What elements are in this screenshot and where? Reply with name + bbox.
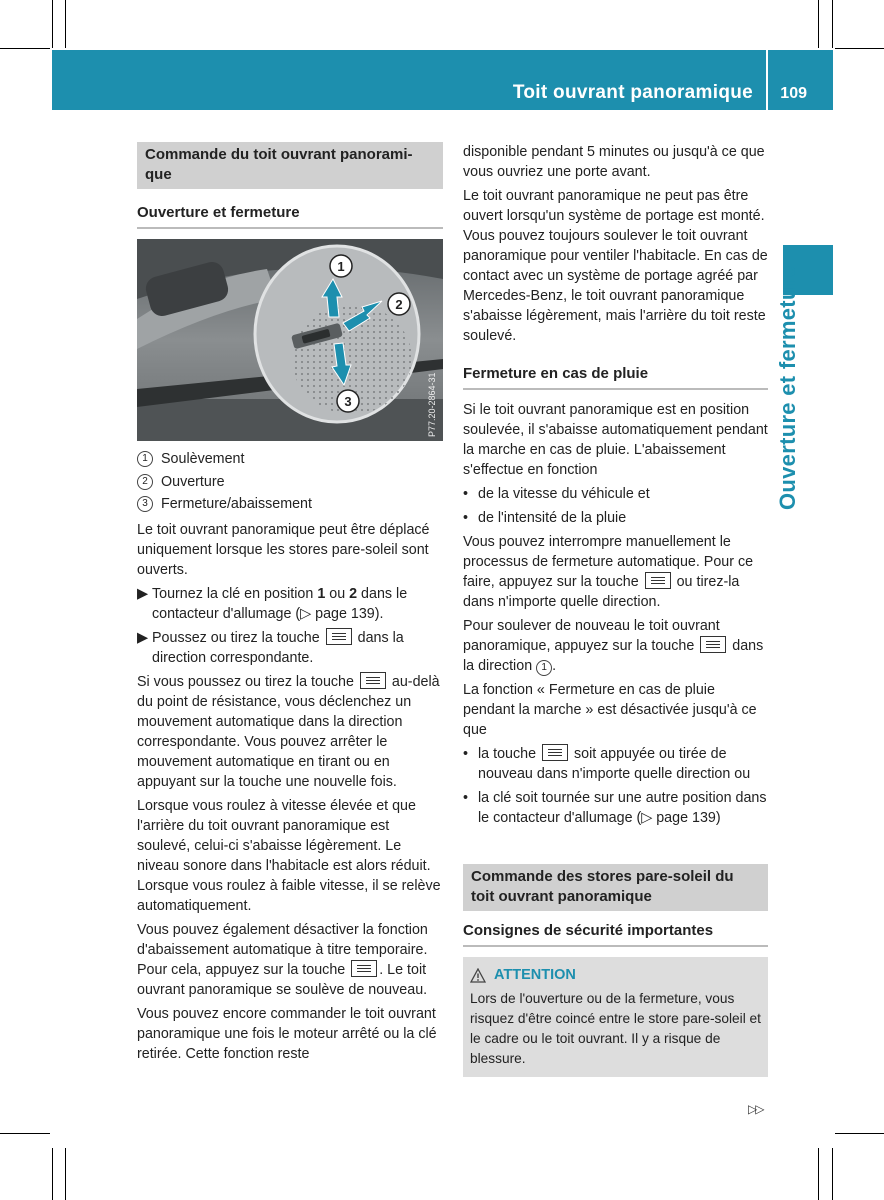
paragraph: Si vous poussez ou tirez la touche au-delà du point de résistance, vous déclenchez un mouvement automatique dans la direction correspondante. Vous pouvez arrêter le mouvement automatique en tirant ou en appuyant sur la touche une nouvelle fois. xyxy=(137,674,440,790)
legend-number: 1 xyxy=(137,451,153,467)
legend-item xyxy=(137,449,443,469)
crop-mark xyxy=(818,1148,819,1200)
crop-mark xyxy=(0,48,50,49)
roof-switch-icon xyxy=(351,960,377,977)
legend-item xyxy=(137,472,443,492)
list-item: • la touche soit appuyée ou tirée de nouveau dans n'importe quelle direction ou xyxy=(463,746,751,782)
right-column xyxy=(463,142,768,1077)
figure xyxy=(137,239,443,441)
warning-box xyxy=(463,957,768,1077)
list-item: • de l'intensité de la pluie xyxy=(463,510,627,526)
roof-switch-icon xyxy=(700,636,726,653)
roof-switch-icon xyxy=(360,672,386,689)
paragraph: La fonction « Fermeture en cas de pluie pendant la marche » est désactivée jusqu'à ce que xyxy=(463,682,757,738)
list-item: • la clé soit tournée sur une autre position dans le contacteur d'allumage (▷ page 139) xyxy=(463,790,767,826)
section-title: Commande du toit ouvrant panorami-que xyxy=(137,142,443,189)
crop-mark xyxy=(832,0,833,48)
crop-mark xyxy=(0,1133,50,1134)
crop-mark xyxy=(52,1148,53,1200)
paragraph: Vous pouvez interrompre manuellement le processus de fermeture automatique. Pour ce faire, appuyez sur la touche ou tirez-la dans n'importe quelle direction. xyxy=(463,534,754,610)
intro-paragraph: Le toit ouvrant panoramique peut être déplacé uniquement lorsque les stores pare-soleil sont ouverts. xyxy=(137,522,430,578)
legend-text: Soulèvement xyxy=(161,451,245,467)
blind-section-title: Commande des stores pare-soleil du toit ouvrant panoramique xyxy=(463,864,768,911)
crop-mark xyxy=(818,0,819,48)
paragraph: Le toit ouvrant panoramique ne peut pas être ouvert lorsqu'un système de portage est monté. Vous pouvez toujours soulever le toit ouvrant panoramique pour ventiler l'habitacle. En cas de contact avec un système de portage agréé par Mercedes-Benz, le toit ouvrant panoramique s'abaisse légèrement, mais l'arrière du toit reste soulevé. xyxy=(463,188,768,344)
warning-icon xyxy=(470,968,486,983)
legend xyxy=(137,449,443,514)
page-header xyxy=(52,50,833,110)
roof-switch-icon xyxy=(326,628,352,645)
crop-mark xyxy=(835,48,884,49)
step-arrow-icon: ▶ xyxy=(137,630,148,646)
subsection-title: Ouverture et fermeture xyxy=(137,203,443,229)
roof-switch-icon xyxy=(542,744,568,761)
header-divider xyxy=(766,50,768,110)
crop-mark xyxy=(65,0,66,48)
paragraph: disponible pendant 5 minutes ou jusqu'à ce que vous ouvriez une porte avant. xyxy=(463,144,765,180)
callout-3: 3 xyxy=(344,394,352,409)
page-number: 109 xyxy=(780,85,807,102)
paragraph: Pour soulever de nouveau le toit ouvrant panoramique, appuyez sur la touche dans la direction 1 . xyxy=(463,618,764,674)
legend-text: Ouverture xyxy=(161,473,225,490)
page-title: Toit ouvrant panoramique xyxy=(512,82,753,103)
step-item: ▶ Poussez ou tirez la touche dans la direction correspondante. xyxy=(137,630,404,666)
warning-label: ATTENTION xyxy=(494,967,576,983)
left-column xyxy=(137,142,443,1068)
figure-code: P77.20-2864-31 xyxy=(427,372,437,437)
crop-mark xyxy=(52,0,53,48)
side-tab-label: Ouverture et fermeture xyxy=(775,264,800,510)
warning-text: Lors de l'ouverture ou de la fermeture, vous risquez d'être coincé entre le store pare-soleil et le cadre ou le toit ouvrant. Il y a risque de blessure. xyxy=(470,991,761,1066)
warning-header xyxy=(470,965,761,985)
crop-mark xyxy=(65,1148,66,1200)
legend-number: 2 xyxy=(137,474,153,490)
list-item: • de la vitesse du véhicule et xyxy=(463,486,650,502)
paragraph: Vous pouvez encore commander le toit ouvrant panoramique une fois le moteur arrêté ou la clé retirée. Cette fonction reste xyxy=(137,1006,437,1062)
continue-marker: ▷▷ xyxy=(748,1102,763,1116)
crop-mark xyxy=(832,1148,833,1200)
roof-switch-icon xyxy=(645,572,671,589)
legend-item xyxy=(137,494,443,514)
legend-text: Fermeture/abaissement xyxy=(161,496,312,512)
roof-control-figure xyxy=(137,239,443,441)
step-arrow-icon: ▶ xyxy=(137,586,148,602)
crop-mark xyxy=(835,1133,884,1134)
callout-1: 1 xyxy=(337,259,345,274)
step-item: ▶ Tournez la clé en position 1 ou 2 dans le contacteur d'allumage (▷ page 139). xyxy=(137,586,408,622)
callout-2: 2 xyxy=(395,297,403,312)
paragraph: Si le toit ouvrant panoramique est en position soulevée, il s'abaisse automatiquement pendant la marche en cas de pluie. L'abaissement s'effectue en fonction xyxy=(463,402,768,478)
paragraph: Vous pouvez également désactiver la fonction d'abaissement automatique à titre temporaire. Pour cela, appuyez sur la touche . Le toit ouvrant panoramique se soulève de nouveau. xyxy=(137,922,428,998)
legend-number: 1 xyxy=(536,660,552,676)
legend-number: 3 xyxy=(137,496,153,512)
paragraph: Lorsque vous roulez à vitesse élevée et que l'arrière du toit ouvrant panoramique est soulevé, celui-ci s'abaisse légèrement. Le niveau sonore dans l'habitacle est alors réduit. Lorsque vous roulez à faible vitesse, il se relève automatiquement. xyxy=(137,798,441,914)
safety-title: Consignes de sécurité importantes xyxy=(463,921,768,947)
rain-title: Fermeture en cas de pluie xyxy=(463,364,768,390)
